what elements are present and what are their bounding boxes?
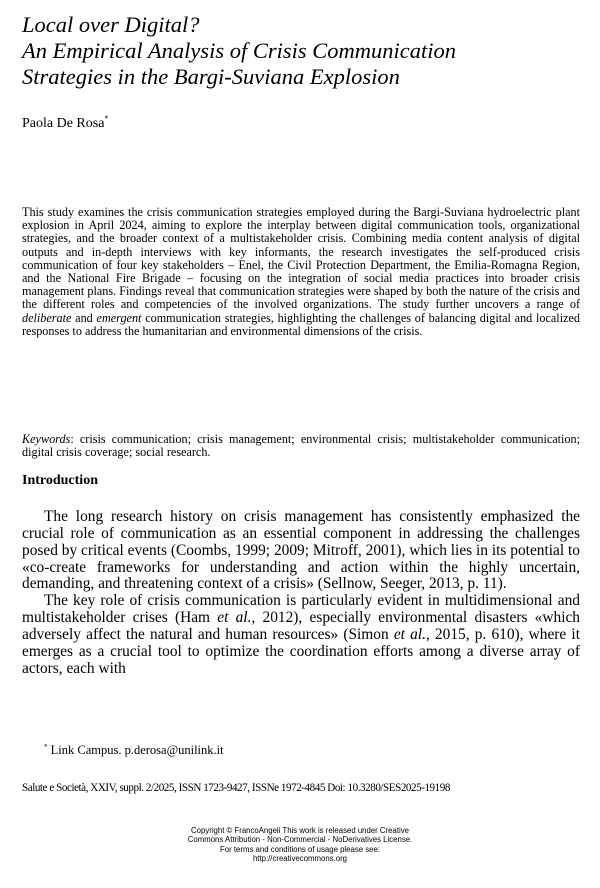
keywords xyxy=(22,433,580,459)
citation-emphasis: et al. xyxy=(217,609,252,627)
section-heading: Introduction xyxy=(22,473,98,488)
author-footnote-marker: * xyxy=(104,114,109,123)
paragraph-text: , 2012), especially environmental disasters «which adversely affect the natural and human resources» (Simon xyxy=(22,609,580,643)
copyright-line: Copyright © FrancoAngeli This work is released under Creative xyxy=(191,826,409,835)
abstract xyxy=(22,206,580,338)
title-line: Strategies in the Bargi-Suviana Explosion xyxy=(22,64,400,89)
abstract-text: and xyxy=(71,310,97,325)
introduction-body xyxy=(22,509,580,677)
title-line: Local over Digital? xyxy=(22,12,200,37)
footnote-text: Link Campus. p.derosa@unilink.it xyxy=(47,743,224,757)
paragraph-text: The key role of crisis communication is particularly evident in multidimensional and multistakeholder crises (Ham xyxy=(22,592,580,627)
paragraph: The long research history on crisis management has consistently emphasized the crucial role of communication as an essential component in addressing the challenges posed by critical events (Coombs, 1999; 2009; Mitroff, 2001), which lies in its potential to «co-create frameworks for understanding and action within the highly uncertain, demanding, and threatening context of a crisis» (Sellnow, Seeger, 2013, p. 11). xyxy=(22,508,580,593)
abstract-emphasis: deliberate xyxy=(22,310,72,325)
paragraph xyxy=(22,593,580,677)
abstract-text: communication strategies, highlighting the challenges of balancing digital and localized responses to address the humanitarian and environmental dimensions of the crisis. xyxy=(22,310,580,338)
author-name: Paola De Rosa xyxy=(22,116,105,131)
abstract-emphasis: emergent xyxy=(96,310,142,325)
copyright-line: For terms and conditions of usage please see: xyxy=(220,844,380,854)
footnote-marker: * xyxy=(44,743,48,751)
author-line xyxy=(22,114,108,132)
article-title xyxy=(22,12,582,90)
footnote xyxy=(44,743,224,758)
abstract-text: This study examines the crisis communication strategies employed during the Bargi-Suviana hydroelectric plant explosion in April 2024, aiming to explore the interplay between digital communication tools, organizational strategies, and the broader context of a multistakeholder crisis. Combining media content analysis of digital outputs and in-depth interviews with key informants, the research investigates the self-produced crisis communication of four key stakeholders – Enel, the Civil Protection Department, the Emilia-Romagna Region, and the National Fire Brigade – focusing on the integration of social media practices into broader crisis management plans. Findings reveal that communication strategies were shaped by both the nature of the crisis and the different roles and competencies of the involved organizations. The study further uncovers a range of xyxy=(22,205,580,312)
copyright-notice xyxy=(120,826,480,864)
citation-emphasis: et al. xyxy=(393,625,426,643)
journal-citation: Salute e Società, XXIV, suppl. 2/2025, ISSN 1723-9427, ISSNe 1972-4845 Doi: 10.3280/SES2025-19198 xyxy=(22,782,450,794)
title-line: An Empirical Analysis of Crisis Communication xyxy=(22,38,456,63)
copyright-link[interactable]: http://creativecommons.org xyxy=(252,854,348,864)
copyright-line: Commons Attribution - Non-Commercial - NoDerivatives License. xyxy=(187,835,413,845)
keywords-label: Keywords xyxy=(22,432,71,446)
keywords-text: : crisis communication; crisis management; environmental crisis; multistakeholder communication; digital crisis coverage; social research. xyxy=(22,432,580,460)
paragraph-text: , 2015, p. 610), where it emerges as a crucial tool to optimize the coordination efforts among a diverse array of actors, each with xyxy=(22,625,580,677)
